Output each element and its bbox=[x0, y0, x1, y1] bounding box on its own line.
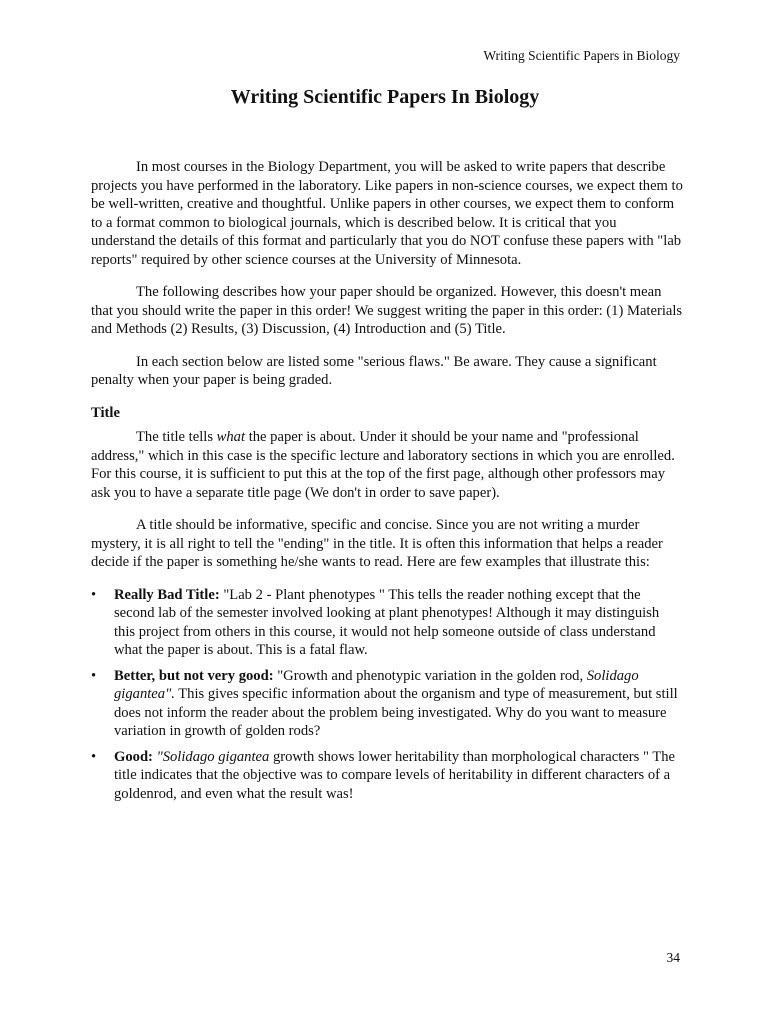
bullet-icon: • bbox=[91, 667, 97, 684]
example-text: "Lab 2 - Plant phenotypes " This tells the reader nothing except that the second lab of the semester involved looking at plant phenotypes! Although it may distinguish this project from others in this course, it would not help someone outside of class understand what the paper is about. This is a fatal flaw. bbox=[114, 586, 660, 658]
title-examples-list bbox=[91, 586, 683, 804]
example-text: This gives specific information about the organism and type of measurement, but still does not inform the reader about the problem being investigated. Why do you want to measure variation in growth of golden rods? bbox=[114, 686, 678, 739]
list-item bbox=[91, 667, 683, 741]
bullet-icon: • bbox=[91, 748, 97, 765]
example-label: Really Bad Title: bbox=[114, 586, 220, 603]
emphasis-text: what bbox=[216, 429, 246, 445]
document-title: Writing Scientific Papers In Biology bbox=[230, 86, 540, 108]
section-heading-title: Title bbox=[91, 404, 120, 421]
species-name: Solidago gigantea". bbox=[114, 667, 639, 702]
list-item bbox=[91, 748, 683, 804]
paragraph-text: the paper is about. Under it should be your name and "professional address," which in this case is the specific lecture and laboratory sections in which you are enrolled. For this course, it is sufficient to put this at the top of the first page, although other professors may ask you to have a separate title page (We don't in order to save paper). bbox=[91, 429, 675, 501]
example-label: Better, but not very good: bbox=[114, 667, 274, 684]
example-text: growth shows lower heritability than morphological characters " The title indicates that the objective was to compare levels of heritability in different characters of a goldenrod, and even what the result was! bbox=[114, 748, 676, 802]
example-text: "Growth and phenotypic variation in the golden rod, bbox=[273, 667, 587, 684]
document-body bbox=[91, 158, 683, 810]
species-name: "Solidago gigantea bbox=[152, 748, 270, 765]
paragraph-text: The title tells bbox=[136, 429, 217, 445]
intro-paragraph: The following describes how your paper should be organized. However, this doesn't mean that you should write the paper in this order! We suggest writing the paper in this order: (1) Materials and Methods (2) Results, (3) Discussion, (4) Introduction and (5) Title. bbox=[91, 284, 683, 337]
bullet-icon: • bbox=[91, 586, 97, 603]
title-section-paragraph bbox=[91, 428, 683, 502]
list-item bbox=[91, 586, 683, 660]
title-section-paragraph: A title should be informative, specific and concise. Since you are not writing a murder mystery, it is all right to tell the "ending" in the title. It is often this information that helps a reader decide if the paper is something he/she wants to read. Here are few examples that illustrate this: bbox=[91, 517, 663, 570]
intro-paragraph: In most courses in the Biology Department, you will be asked to write papers that describe projects you have performed in the laboratory. Like papers in non-science courses, we expect them to be well-written, creative and thoughtful. Unlike papers in other courses, we expect them to conform to a format common to biological journals, which is described below. It is critical that you understand the details of this format and particularly that you do NOT confuse these papers with "lab reports" required by other science courses at the University of Minnesota. bbox=[91, 159, 683, 268]
running-header: Writing Scientific Papers in Biology bbox=[483, 48, 680, 63]
page-number: 34 bbox=[666, 950, 680, 965]
intro-paragraph: In each section below are listed some "serious flaws." Be aware. They cause a significant penalty when your paper is being graded. bbox=[91, 353, 657, 388]
example-label: Good: bbox=[114, 748, 153, 765]
